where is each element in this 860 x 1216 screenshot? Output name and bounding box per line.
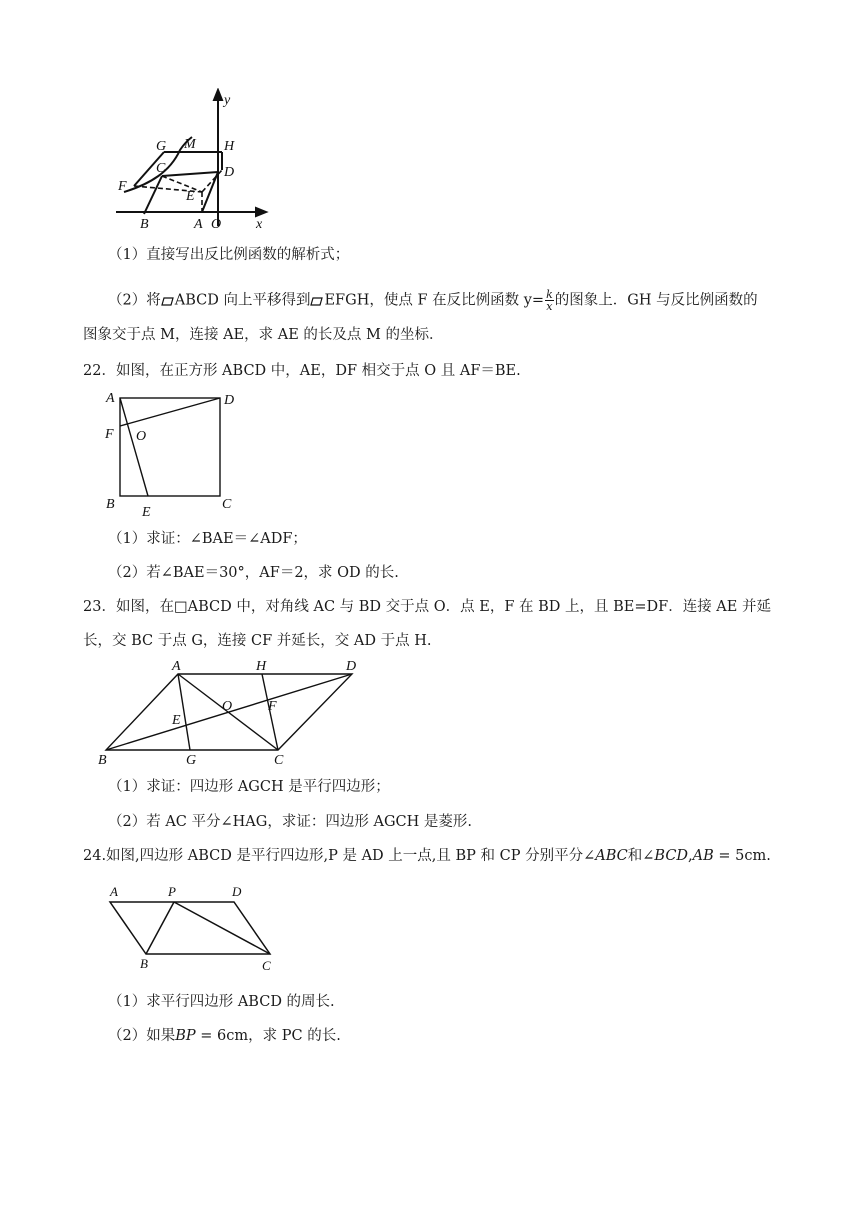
q24-stem-e: , <box>688 848 693 864</box>
q21-part2-line2: 图象交于点 M，连接 AE，求 AE 的长及点 M 的坐标． <box>83 327 444 343</box>
q21-label-m: M <box>184 137 196 152</box>
q23-label-f: F <box>268 699 277 714</box>
q24-part2 <box>108 1026 341 1046</box>
parallelogram-icon <box>310 297 323 306</box>
q23-label-e: E <box>172 713 181 728</box>
q24-stem-d: ∠BCD <box>642 848 689 864</box>
q21-part2-d: 的图象上．GH 与反比例函数的 <box>554 292 758 309</box>
q21-label-e: E <box>186 189 195 204</box>
q24-part2-a: （2）如果 <box>108 1028 176 1044</box>
q21-part2-a: （2）将 <box>108 292 161 309</box>
q21-part1: （1）直接写出反比例函数的解析式； <box>108 247 350 263</box>
q21-part2-b: ABCD 向上平移得到 <box>174 292 311 309</box>
q21-label-h: H <box>224 139 235 154</box>
q21-part2-line1 <box>108 289 758 312</box>
q22-part2: （2）若∠BAE＝30°，AF＝2，求 OD 的长. <box>108 565 399 581</box>
q24-label-c: C <box>262 958 271 973</box>
parallelogram-icon <box>161 297 174 306</box>
q24-label-p: P <box>168 884 176 899</box>
q21-fraction <box>545 289 554 312</box>
q24-part2-b: BP <box>175 1028 196 1044</box>
q23-label-o: O <box>222 699 233 714</box>
q23-label-a: A <box>172 659 181 674</box>
q24-label-a: A <box>110 884 118 899</box>
q22-stem: 22．如图，在正方形 ABCD 中，AE，DF 相交于点 O 且 AF＝BE. <box>83 363 521 379</box>
q23-stem-line1: 23．如图，在□ABCD 中，对角线 AC 与 BD 交于点 O．点 E，F 在 BD 上，且 BE=DF．连接 AE 并延 <box>83 599 771 615</box>
q21-fraction-den: x <box>546 300 553 313</box>
q23-label-g: G <box>186 753 197 768</box>
q23-label-d: D <box>346 659 357 674</box>
q24-part1: （1）求平行四边形 ABCD 的周长. <box>108 994 335 1010</box>
q22-part1: （1）求证：∠BAE＝∠ADF； <box>108 531 307 547</box>
q24-label-b: B <box>140 956 148 971</box>
q22-label-f: F <box>105 427 114 442</box>
q24-stem <box>83 846 771 866</box>
q22-label-e: E <box>142 505 151 520</box>
q21-label-f: F <box>118 179 127 194</box>
q23-stem-line2: 长，交 BC 于点 G，连接 CF 并延长，交 AD 于点 H. <box>83 633 432 649</box>
q23-part1: （1）求证：四边形 AGCH 是平行四边形； <box>108 779 390 795</box>
q23-label-b: B <box>98 753 107 768</box>
q22-label-b: B <box>106 497 115 512</box>
q23-label-c: C <box>274 753 284 768</box>
q24-stem-c: 和 <box>627 848 643 864</box>
q22-figure <box>100 388 240 520</box>
q24-stem-a: 24.如图,四边形 ABCD 是平行四边形,P 是 AD 上一点,且 BP 和 CP 分别平分 <box>83 848 584 864</box>
q21-label-c: C <box>156 161 166 176</box>
q21-part2-c: EFGH，使点 F 在反比例函数 y= <box>324 292 545 309</box>
q22-label-a: A <box>106 391 115 406</box>
q23-label-h: H <box>256 659 267 674</box>
q24-figure <box>104 880 284 974</box>
q24-stem-f: AB <box>692 848 714 864</box>
q22-label-c: C <box>222 497 232 512</box>
q21-figure <box>110 88 280 233</box>
q23-figure <box>96 656 366 768</box>
q21-fraction-num: k <box>546 288 553 301</box>
q24-part2-c: = 6cm，求 PC 的长. <box>195 1028 341 1044</box>
q24-label-d: D <box>232 884 242 899</box>
q23-part2: （2）若 AC 平分∠HAG，求证：四边形 AGCH 是菱形. <box>108 814 472 830</box>
q21-label-g: G <box>156 139 167 154</box>
q21-label-b: B <box>140 217 149 232</box>
q21-label-d: D <box>224 165 235 180</box>
q21-label-x: x <box>256 217 263 232</box>
q22-label-o: O <box>136 429 147 444</box>
q21-label-a: A <box>194 217 203 232</box>
q21-label-o: O <box>211 217 222 232</box>
q24-stem-g: = 5cm. <box>713 848 771 864</box>
q22-label-d: D <box>224 393 235 408</box>
q24-stem-b: ∠ABC <box>583 848 628 864</box>
q21-label-y: y <box>224 93 231 108</box>
